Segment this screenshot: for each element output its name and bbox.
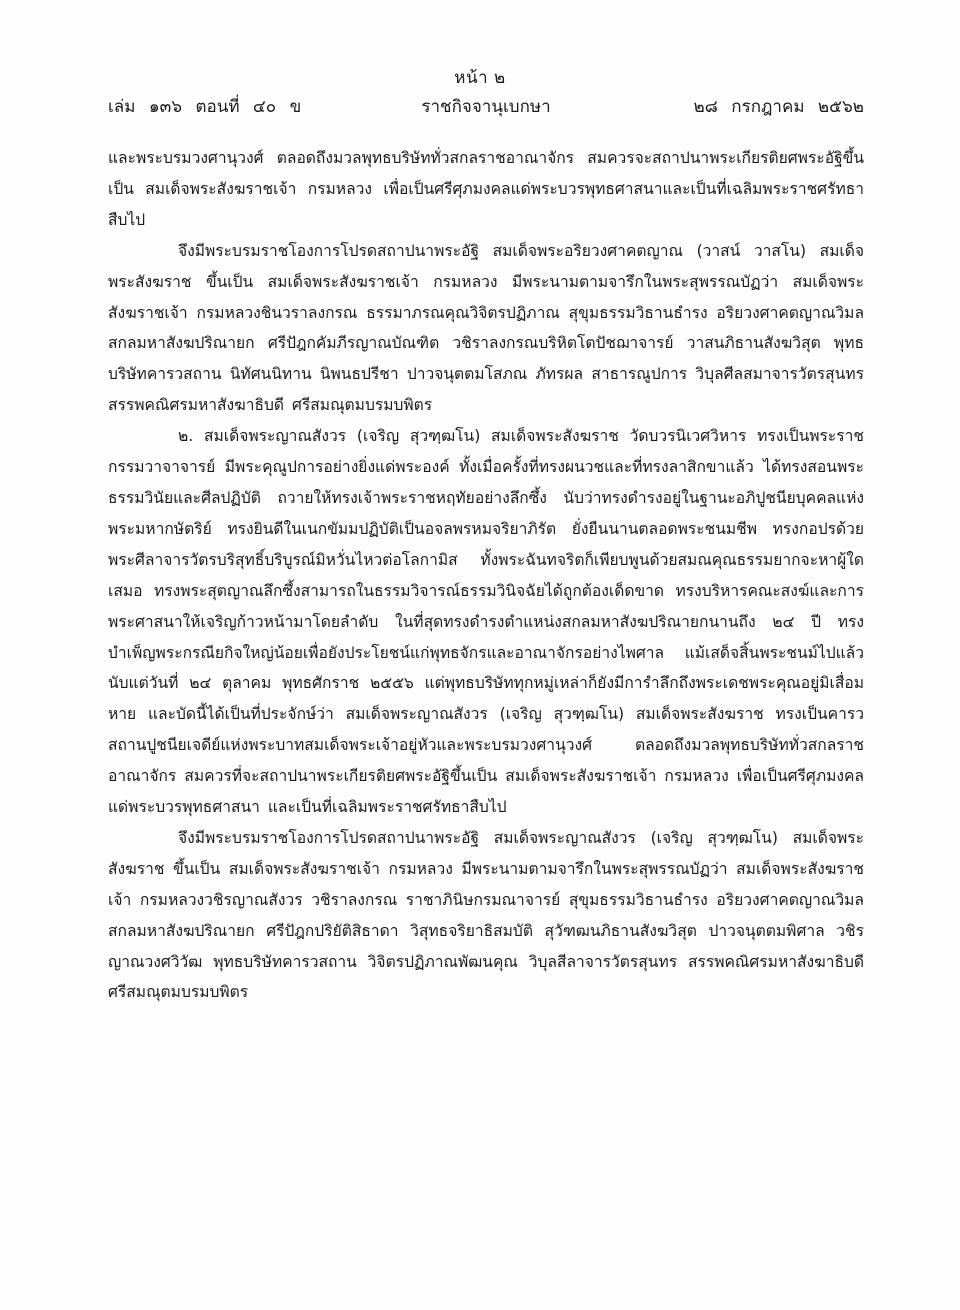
gazette-header (108, 93, 864, 119)
volume-info: เล่ม ๑๓๖ ตอนที่ ๔๐ ข (108, 97, 302, 117)
paragraph-proclamation-2: จึงมีพระบรมราชโองการโปรดสถาปนาพระอัฐิ สมเด็จพระญาณสังวร (เจริญ สุวฑฺฒโน) สมเด็จพระสังฆราช ขึ้นเป็น สมเด็จพระสังฆราชเจ้า กรมหลวง มีพระนามตามจารึกในพระสุพรรณบัฏว่า สมเด็จพระสังฆราชเจ้า กรมหลวงวชิรญาณสังวร วชิราลงกรณ ราชาภินิษกรมณาจารย์ สุขุมธรรมวิธานธำรง อริยวงศาคตญาณวิมล สกลมหาสังฆปริณายก ศรีปัฎกปริยัติสิธาดา วิสุทธจริยาธิสมบัติ สุวัฑฒนภิธานสังฆวิสุต ปาวจนุตตมพิศาล วชิรญาณวงศวิวัฒ พุทธบริษัทคารวสถาน วิจิตรปฏิภาณพัฒนคุณ วิบุลสีลาจารวัตรสุนทร สรรพคณิศรมหาสังฆาธิบดี ศรีสมณุตมบรมบพิตร (108, 828, 864, 1002)
document-body (108, 143, 864, 1008)
paragraph-proclamation-1: จึงมีพระบรมราชโองการโปรดสถาปนาพระอัฐิ สมเด็จพระอริยวงศาคตญาณ (วาสน์ วาสโน) สมเด็จพระสังฆราช ขึ้นเป็น สมเด็จพระสังฆราชเจ้า กรมหลวง มีพระนามตามจารึกในพระสุพรรณบัฏว่า สมเด็จพระสังฆราชเจ้า กรมหลวงชินวราลงกรณ ธรรมาภรณคุณวิจิตรปฏิภาณ สุขุมธรรมวิธานธำรง อริยวงศาคตญาณวิมล สกลมหาสังฆปริณายก ศรีปัฎกคัมภีรญาณบัณฑิต วชิราลงกรณบริหิตโตปัชฌาจารย์ วาสนภิธานสังฆวิสุต พุทธบริษัทคารวสถาน นิทัศนนิทาน นิพนธปรีชา ปาวจนุตตมโสภณ ภัทรผล สาธารณูปการ วิบุลศีลสมาจารวัตรสุนทร สรรพคณิศรมหาสังฆาธิบดี ศรีสมณุตมบรมบพิตร (108, 241, 864, 415)
publication-name: ราชกิจจานุเบกษา (421, 97, 551, 117)
publication-date: ๒๘ กรกฎาคม ๒๕๖๒ (693, 97, 864, 117)
page-number: หน้า ๒ (454, 68, 506, 88)
paragraph-section-2: ๒. สมเด็จพระญาณสังวร (เจริญ สุวฑฺฒโน) สมเด็จพระสังฆราช วัดบวรนิเวศวิหาร ทรงเป็นพระราชกรรมวาจาจารย์ มีพระคุณูปการอย่างยิ่งแด่พระองค์ ทั้งเมื่อครั้งที่ทรงผนวชและที่ทรงลาสิกขาแล้ว ได้ทรงสอนพระธรรมวินัยและศีลปฏิบัติ ถวายให้ทรงเจ้าพระราชหฤทัยอย่างลึกซึ้ง นับว่าทรงดำรงอยู่ในฐานะอภิปูชนียบุคคลแห่งพระมหากษัตริย์ ทรงยินดีในเนกขัมมปฏิบัติเป็นอจลพรหมจริยาภิรัต ยั่งยืนนานตลอดพระชนมชีพ ทรงกอปรด้วยพระศีลาจารวัตรบริสุทธิ์บริบูรณ์มิหวั่นไหวต่อโลกามิส ทั้งพระฉันทจริตก็เพียบพูนด้วยสมณคุณธรรมยากจะหาผู้ใดเสมอ ทรงพระสุตญาณลึกซึ้งสามารถในธรรมวิจารณ์ธรรมวินิจฉัยได้ถูกต้องเด็ดขาด ทรงบริหารคณะสงฆ์และการพระศาสนาให้เจริญก้าวหน้ามาโดยลำดับ ในที่สุดทรงดำรงตำแหน่งสกลมหาสังฆปริณายกนานถึง ๒๔ ปี ทรงบำเพ็ญพระกรณียกิจใหญ่น้อยเพื่อยังประโยชน์แก่พุทธจักรและอาณาจักรอย่างไพศาล แม้เสด็จสิ้นพระชนม์ไปแล้วนับแต่วันที่ ๒๔ ตุลาคม พุทธศักราช ๒๕๕๖ แต่พุทธบริษัททุกหมู่เหล่าก็ยังมีการำลึกถึงพระเดชพระคุณอยู่มิเสื่อมหาย และบัดนี้ได้เป็นที่ประจักษ์ว่า สมเด็จพระญาณสังวร (เจริญ สุวฑฺฒโน) สมเด็จพระสังฆราช ทรงเป็นคารวสถานปูชนียเจดีย์แห่งพระบาทสมเด็จพระเจ้าอยู่หัวและพระบรมวงศานุวงศ์ ตลอดถึงมวลพุทธบริษัททั่วสกลราชอาณาจักร สมควรที่จะสถาปนาพระเกียรติยศพระอัฐิขึ้นเป็น สมเด็จพระสังฆราชเจ้า กรมหลวง เพื่อเป็นศรีศุภมงคลแด่พระบวรพุทธศาสนา และเป็นที่เฉลิมพระราชศรัทธาสืบไป (108, 427, 864, 817)
paragraph-continuation: และพระบรมวงศานุวงศ์ ตลอดถึงมวลพุทธบริษัททั่วสกลราชอาณาจักร สมควรจะสถาปนาพระเกียรติยศพระอัฐิขึ้นเป็น สมเด็จพระสังฆราชเจ้า กรมหลวง เพื่อเป็นศรีศุภมงคลแด่พระบวรพุทธศาสนาและเป็นที่เฉลิมพระราชศรัทธาสืบไป (108, 149, 864, 229)
